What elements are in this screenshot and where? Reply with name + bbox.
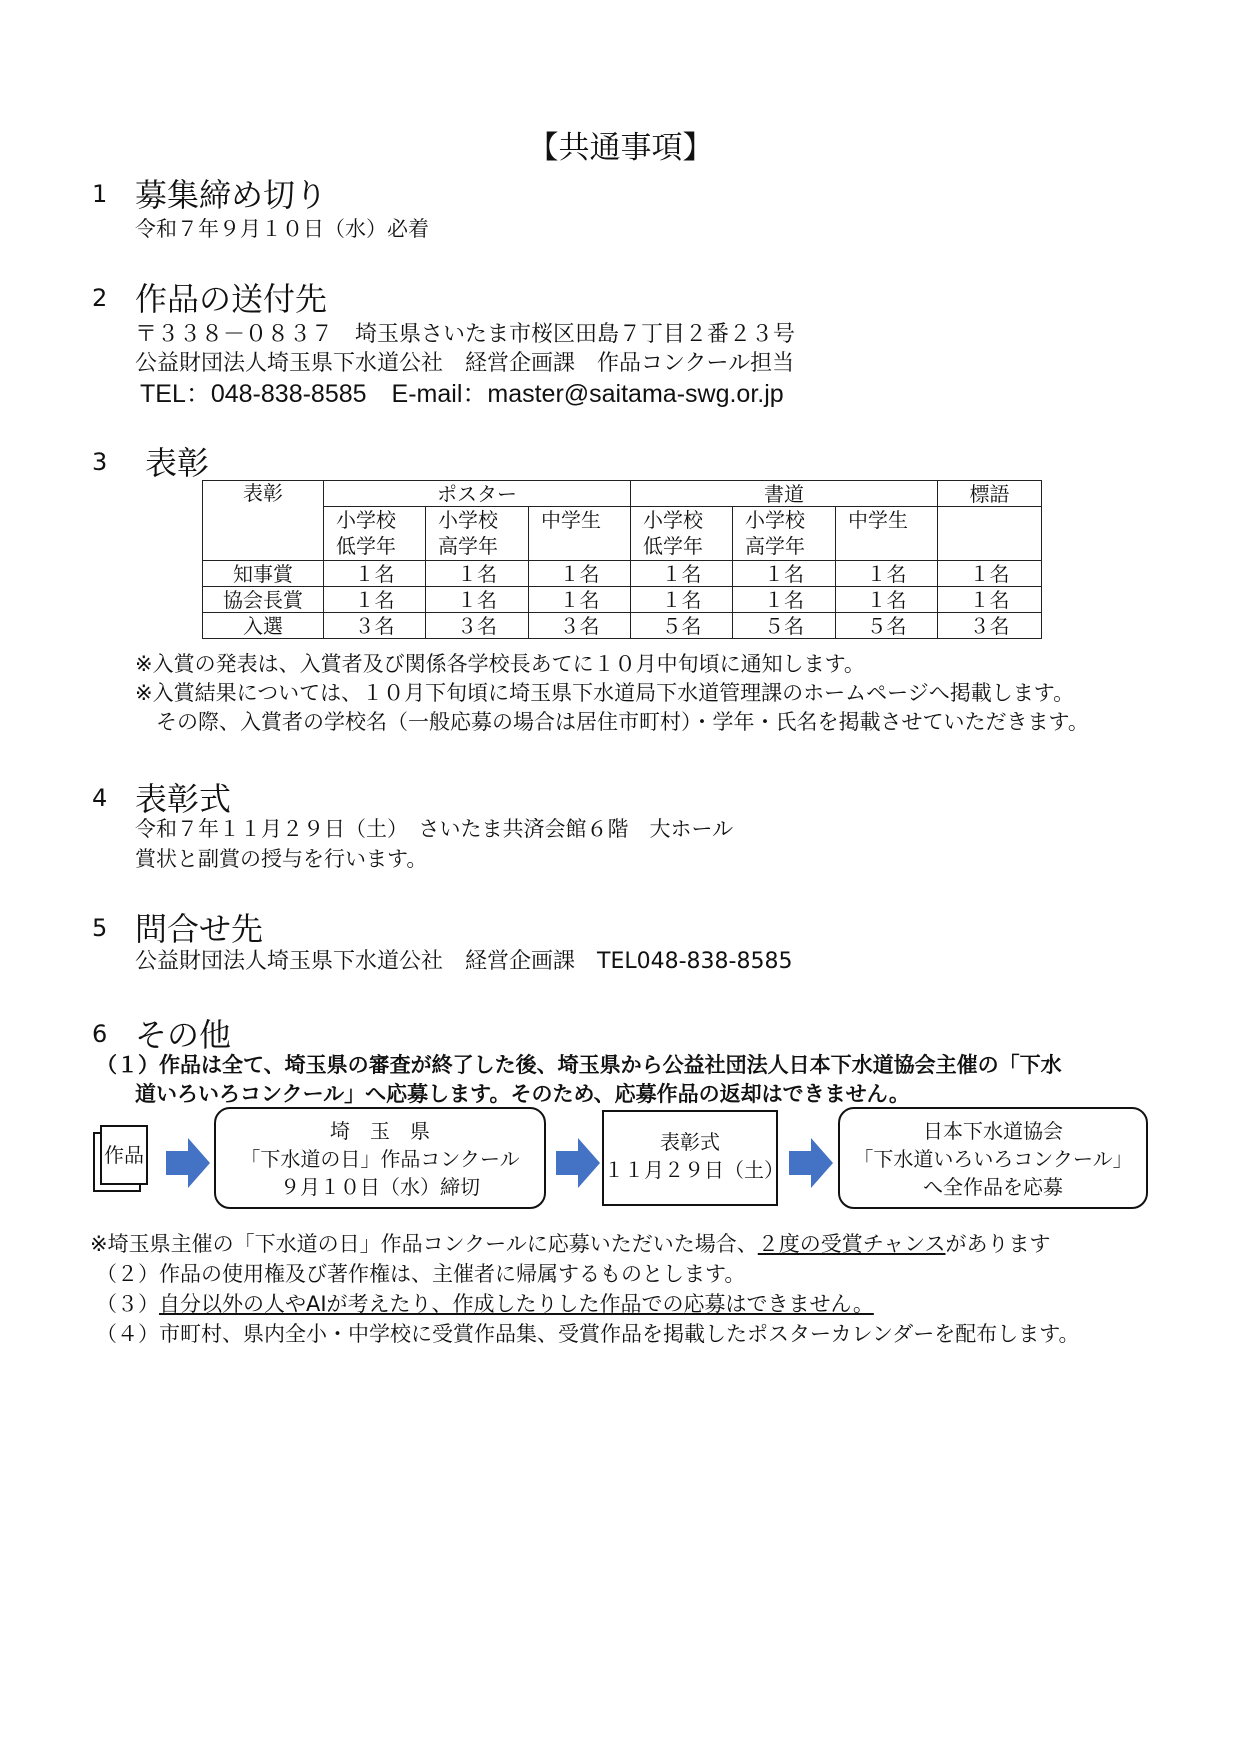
recipient-text: 公益財団法人埼玉県下水道公社 経営企画課 作品コンクール担当	[135, 351, 795, 376]
flow-box-japan-association	[838, 1107, 1148, 1209]
table-cell: ３名	[938, 613, 1042, 639]
subheader	[938, 507, 1042, 561]
table-cell: ５名	[836, 613, 938, 639]
note-prefix: ※埼玉県主催の「下水道の日」作品コンクールに応募いただいた場合、	[90, 1232, 758, 1256]
group-header-calligraphy: 書道	[631, 481, 938, 507]
table-cell: １名	[426, 587, 529, 613]
table-cell: ３名	[529, 613, 631, 639]
flow-box-line: へ全作品を応募	[923, 1175, 1063, 1199]
note-underlined: ２度の受賞チャンス	[757, 1232, 946, 1256]
flow-box-ceremony	[602, 1110, 784, 1206]
subheader: 中学生	[836, 507, 938, 561]
arrow-right-icon	[166, 1138, 210, 1188]
flow-box-line: ９月１０日（水）締切	[280, 1175, 480, 1199]
double-chance-note	[90, 1228, 1051, 1258]
table-cell: １名	[324, 561, 426, 587]
section-2-number: 2	[92, 284, 108, 312]
table-cell: １名	[529, 561, 631, 587]
subheader: 小学校 低学年	[631, 507, 733, 561]
table-cell: ３名	[324, 613, 426, 639]
section-1-title: 募集締め切り	[135, 176, 328, 214]
item-3-prefix: （３）	[96, 1292, 159, 1316]
flow-box-line: 「下水道の日」作品コンクール	[240, 1147, 520, 1171]
deadline-text: 令和７年９月１０日（水）必着	[135, 217, 429, 241]
award-note: ※入賞結果については、１０月下旬頃に埼玉県下水道局下水道管理課のホームページへ掲載します。	[135, 681, 1075, 705]
award-note: ※入賞の発表は、入賞者及び関係各学校長あてに１０月中旬頃に通知します。	[135, 652, 865, 676]
table-cell: １名	[733, 561, 836, 587]
page-title: 【共通事項】	[527, 130, 714, 166]
table-row	[203, 561, 1042, 587]
subheader: 小学校 高学年	[733, 507, 836, 561]
table-cell: ５名	[733, 613, 836, 639]
flow-box-line: 表彰式	[660, 1130, 720, 1154]
section-6-number: 6	[92, 1020, 108, 1048]
section-4-title: 表彰式	[135, 780, 232, 818]
note-suffix: があります	[945, 1232, 1051, 1256]
table-cell: ５名	[631, 613, 733, 639]
works-label: 作品	[100, 1125, 148, 1185]
section-3-number: 3	[92, 448, 108, 476]
flow-box-line: 「下水道いろいろコンクール」	[853, 1147, 1133, 1171]
table-cell: １名	[836, 587, 938, 613]
section-6-title: その他	[135, 1016, 232, 1054]
table-cell: １名	[631, 587, 733, 613]
flow-box-line: 日本下水道協会	[923, 1119, 1063, 1143]
subheader: 小学校 低学年	[324, 507, 426, 561]
section-1-number: 1	[92, 180, 108, 208]
subheader: 中学生	[529, 507, 631, 561]
row-label: 協会長賞	[203, 587, 324, 613]
address-text: 〒３３８－０８３７ 埼玉県さいたま市桜区田島７丁目２番２３号	[135, 322, 796, 347]
item-3-underlined: 自分以外の人やAIが考えたり、作成したりした作品での応募はできません。	[159, 1292, 874, 1316]
inquiry-text: 公益財団法人埼玉県下水道公社 経営企画課 TEL048-838-8585	[135, 949, 793, 974]
section-5-number: 5	[92, 914, 108, 942]
arrow-right-icon	[556, 1138, 600, 1188]
section-4-number: 4	[92, 784, 108, 812]
other-item-3	[96, 1288, 874, 1318]
arrow-right-icon	[789, 1138, 833, 1188]
subheader: 小学校 高学年	[426, 507, 529, 561]
table-cell: １名	[529, 587, 631, 613]
row-label: 入選	[203, 613, 324, 639]
other-item-1-line-2: 道いろいろコンクール」へ応募します。そのため、応募作品の返却はできません。	[135, 1082, 910, 1106]
table-cell: １名	[631, 561, 733, 587]
table-cell: １名	[426, 561, 529, 587]
table-cell: １名	[938, 561, 1042, 587]
group-header-slogan: 標語	[938, 481, 1042, 507]
table-row	[203, 613, 1042, 639]
ceremony-date-text: 令和７年１１月２９日（土） さいたま共済会館６階 大ホール	[135, 817, 734, 841]
table-cell: ３名	[426, 613, 529, 639]
flow-box-saitama	[214, 1107, 546, 1209]
other-item-4: （４）市町村、県内全小・中学校に受賞作品集、受賞作品を掲載したポスターカレンダーを配布します。	[96, 1322, 1080, 1346]
award-note: その際、入賞者の学校名（一般応募の場合は居住市町村）・学年・氏名を掲載させていただきます。	[135, 710, 1089, 734]
ceremony-detail-text: 賞状と副賞の授与を行います。	[135, 847, 428, 871]
section-5-title: 問合せ先	[135, 910, 264, 948]
table-corner-header: 表彰	[203, 481, 324, 561]
section-2-title: 作品の送付先	[135, 280, 328, 318]
other-item-1-line-1: （１）作品は全て、埼玉県の審査が終了した後、埼玉県から公益社団法人日本下水道協会主催の「下水	[96, 1053, 1062, 1077]
table-row	[203, 587, 1042, 613]
table-cell: １名	[938, 587, 1042, 613]
table-cell: １名	[733, 587, 836, 613]
contact-line: TEL：048-838-8585 E-mail：master@saitama-swg.or.jp	[140, 380, 784, 408]
table-cell: １名	[324, 587, 426, 613]
flow-box-line: 埼 玉 県	[330, 1119, 430, 1143]
other-item-2: （２）作品の使用権及び著作権は、主催者に帰属するものとします。	[96, 1262, 746, 1286]
award-table	[202, 480, 1042, 639]
row-label: 知事賞	[203, 561, 324, 587]
group-header-poster: ポスター	[324, 481, 631, 507]
flow-box-line: １１月２９日（土）	[604, 1158, 784, 1182]
section-3-title: 表彰	[145, 444, 210, 482]
table-cell: １名	[836, 561, 938, 587]
